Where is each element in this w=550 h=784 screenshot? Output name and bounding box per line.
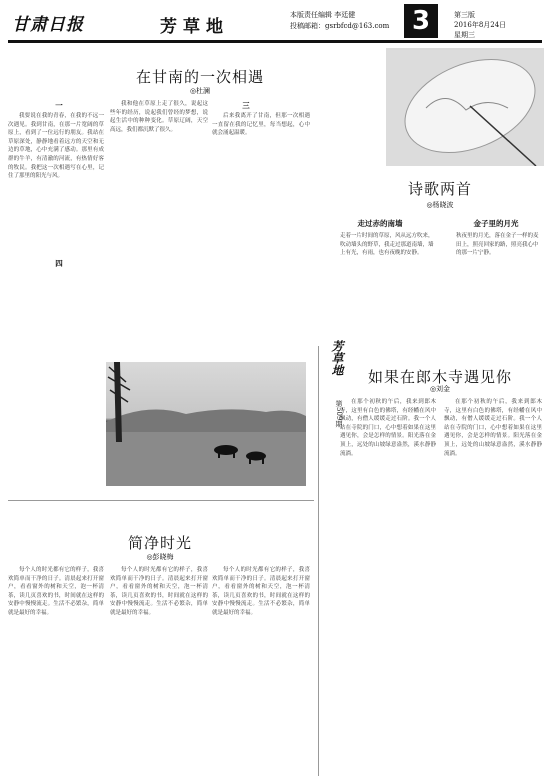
article-body-simple-time-col1: 每个人的时光都有它的样子，我喜欢简单而干净的日子。清晨起来打开窗户，看看窗外的树和天空，泡一杯清茶，读几页喜欢的书，时间就在这样的安静中慢慢流走。生活不必繁杂，简单就是最好的幸福。 [8,567,104,616]
article-byline-poems: ◎杨晓波 [426,201,454,209]
header-rule [8,40,542,43]
editor-info [290,10,389,32]
article-body-langmusi-col2: 在那个初秋的午后，我来到郎木寺，这里有白色的佛塔，有经幡在风中飘动，有僧人缓缓走过石阶。我一个人站在寺院的门口，心中想着如果在这里遇见你，会是怎样的情景。阳光落在金顶上，远处的山坡绿意盎然，溪水静静流淌。 [444,399,542,457]
umbrella-photo [386,48,544,166]
section-number: 三 [242,101,250,110]
issue-date: 2016年8月24日 [454,21,507,29]
date-info [454,10,506,40]
poem-body-2: 秋夜里的月光，落在金子一样的麦田上，照亮回家的路，照亮我心中的那一片宁静。 [456,233,539,257]
article-byline-simple-time: ◎彭晓梅 [146,553,174,561]
section-number: 四 [55,259,63,268]
edition-label: 第三版 [454,11,475,19]
poem-body-1: 走着一片时间的草原，风从远方吹来，吹动墙头的野草，我走过那道南墙，墙上有光，有雨，也有夜晚的安静。 [340,233,434,257]
article-body-gannan-col3: 后来我离开了甘南，但那一次相遇一直留在我的记忆里，每当想起，心中就会涌起温暖。 [212,113,310,137]
article-title-simple-time: 简净时光 [127,534,192,552]
article-body-simple-time-col2: 每个人的时光都有它的样子，我喜欢简单而干净的日子。清晨起来打开窗户，看看窗外的树和天空，泡一杯清茶，读几页喜欢的书，时间就在这样的安静中慢慢流走。生活不必繁杂，简单就是最好的幸福。 [110,567,208,616]
poem-title-2: 金子里的月光 [473,219,519,228]
page-number: 3 [404,4,438,38]
poem-title-1: 走过赤的南墙 [357,219,403,228]
section-title: 芳草地 [160,17,229,37]
landscape-photo [106,362,306,486]
landscape-illustration [106,362,306,486]
section-divider [8,500,314,501]
column-number: 第509期 [335,400,343,428]
article-byline-gannan: ◎杜澜 [189,87,211,95]
article-body-simple-time-col3: 每个人的时光都有它的样子，我喜欢简单而干净的日子。清晨起来打开窗户，看看窗外的树和天空，泡一杯清茶，读几页喜欢的书，时间就在这样的安静中慢慢流走。生活不必繁杂，简单就是最好的幸福。 [212,567,310,616]
column-title: 芳草地 [330,340,344,376]
article-body-gannan-col2: 我和他在草原上走了很久，说起这些年的经历，说起我们曾经的梦想，说起生活中的种种变化。草原辽阔，天空高远，我们都沉默了很久。 [110,101,208,133]
column-divider [318,346,319,776]
editor-line: 本版责任编辑 李廷健 [290,11,356,19]
weekday: 星期三 [454,31,475,39]
umbrella-illustration [386,48,544,166]
article-title-gannan: 在甘南的一次相遇 [135,68,264,86]
newspaper-logo: 甘肃日报 [12,15,84,35]
article-title-poems: 诗歌两首 [407,180,472,198]
article-title-langmusi: 如果在郎木寺遇见你 [367,368,512,386]
email-line: 投稿邮箱：gsrbfcd@163.com [290,22,390,30]
masthead [0,0,550,40]
section-number: 一 [55,101,63,110]
article-body-gannan-col1: 我要说在我的青春，在我的不远一次遇见。我到甘南，在那一片宽阔的草原上，看到了一位远行的朋友。我站在草原深处，静静地看着远方的天空和无边的草地，心中充满了感动。那里有成群的牛羊，有清澈的河流，有热情好客的牧民。我把这一次相遇写在心里，记住了那里的阳光与风。 [8,113,104,180]
article-byline-langmusi: ◎刘金 [429,385,451,393]
article-body-langmusi-col1: 在那个初秋的午后，我来到郎木寺，这里有白色的佛塔，有经幡在风中飘动，有僧人缓缓走过石阶。我一个人站在寺院的门口，心中想着如果在这里遇见你，会是怎样的情景。阳光落在金顶上，远处的山坡绿意盎然，溪水静静流淌。 [340,399,436,457]
